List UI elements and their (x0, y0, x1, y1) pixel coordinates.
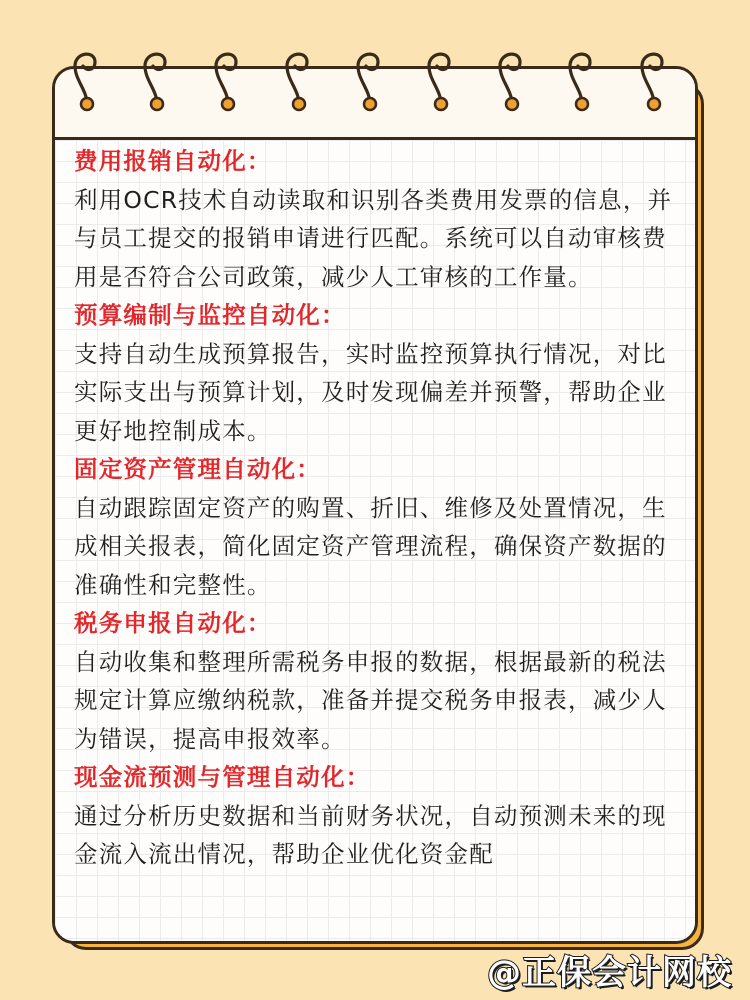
section-body: 自动收集和整理所需税务申报的数据，根据最新的税法规定计算应缴纳税款，准备并提交税务申报表，减少人为错误，提高申报效率。 (74, 647, 667, 753)
section-title: 费用报销自动化： (74, 147, 272, 175)
section-body: 支持自动生成预算报告，实时监控预算执行情况，对比实际支出与预算计划，及时发现偏差并预警，帮助企业更好地控制成本。 (74, 339, 667, 445)
section-cashflow (74, 758, 686, 874)
section-expense (74, 142, 686, 296)
section-title: 税务申报自动化： (74, 609, 272, 637)
section-body: 自动跟踪固定资产的购置、折旧、维修及处置情况，生成相关报表，简化固定资产管理流程，确保资产数据的准确性和完整性。 (74, 493, 667, 599)
section-title: 固定资产管理自动化： (74, 455, 321, 483)
section-budget (74, 296, 686, 450)
section-title: 现金流预测与管理自动化： (74, 763, 371, 791)
section-title: 预算编制与监控自动化： (74, 301, 346, 329)
section-fixed-assets (74, 450, 686, 604)
notebook-header (55, 69, 695, 140)
section-body: 利用OCR技术自动读取和识别各类费用发票的信息，并与员工提交的报销申请进行匹配。系统可以自动审核费用是否符合公司政策，减少人工审核的工作量。 (74, 185, 673, 291)
section-tax (74, 604, 686, 758)
brand-watermark: @正保会计网校 (487, 953, 732, 993)
section-body: 通过分析历史数据和当前财务状况，自动预测未来的现金流入流出情况，帮助企业优化资金配 (74, 801, 667, 868)
article-content (74, 142, 686, 942)
